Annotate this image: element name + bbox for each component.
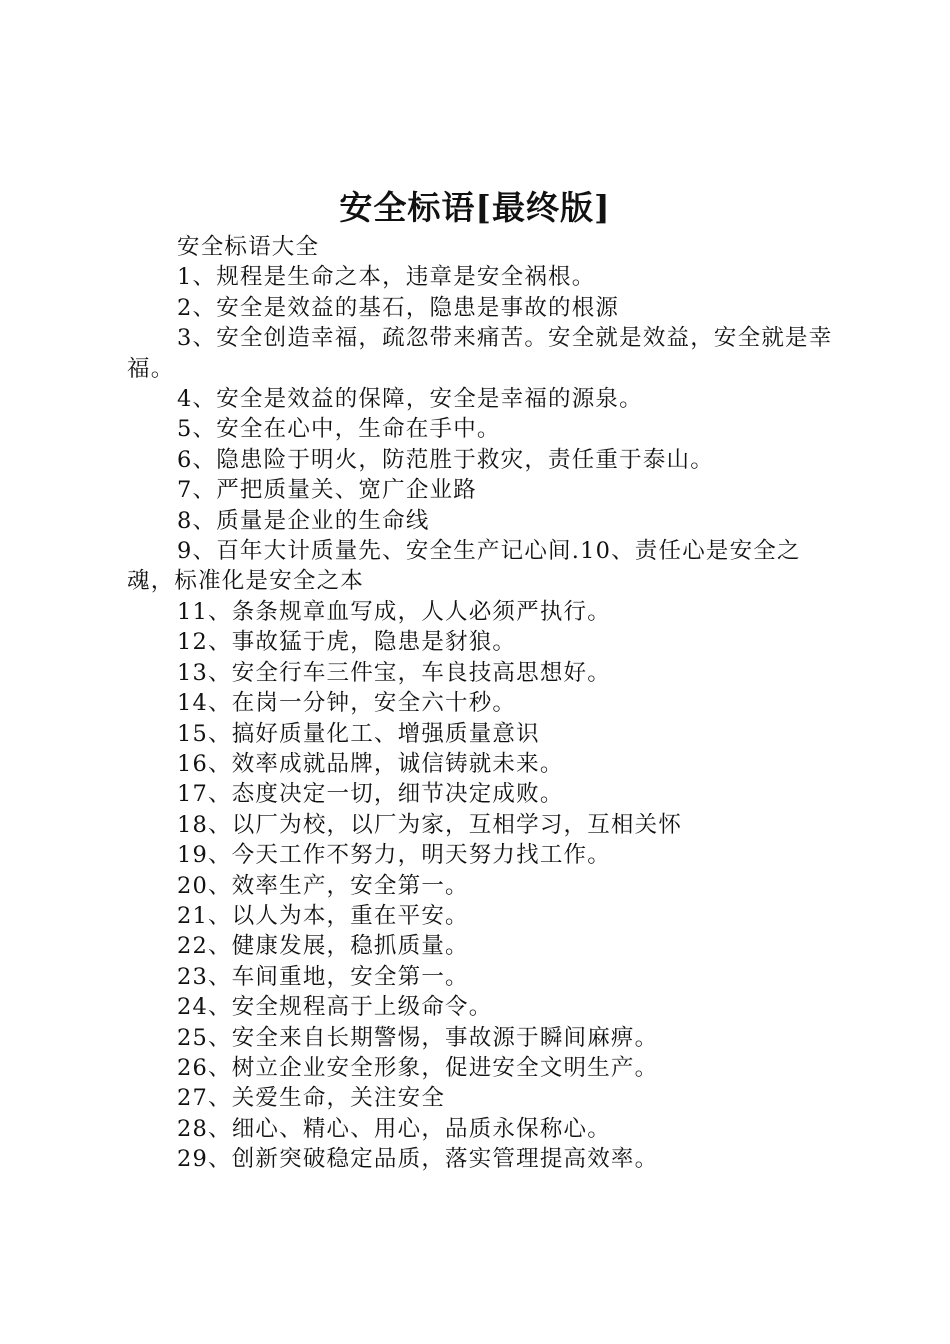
paragraph: 安全标语大全 [177, 234, 320, 260]
paragraph: 13、安全行车三件宝，车良技高思想好。 [177, 659, 611, 686]
paragraph: 16、效率成就品牌，诚信铸就未来。 [177, 750, 564, 777]
paragraph: 9、百年大计质量先、安全生产记心间.10、责任心是安全之魂，标准化是安全之本 [127, 538, 801, 595]
paragraph: 11、条条规章血写成，人人必须严执行。 [177, 598, 611, 625]
paragraph: 19、今天工作不努力，明天努力找工作。 [177, 842, 611, 869]
document-body [127, 232, 833, 1175]
paragraph: 27、关爱生命，关注安全 [177, 1085, 446, 1112]
paragraph: 3、安全创造幸福，疏忽带来痛苦。安全就是效益，安全就是幸福。 [127, 325, 833, 382]
paragraph: 25、安全来自长期警惕，事故源于瞬间麻痹。 [177, 1024, 659, 1051]
paragraph: 21、以人为本，重在平安。 [177, 902, 469, 929]
paragraph: 12、事故猛于虎，隐患是豺狼。 [177, 629, 517, 656]
paragraph: 20、效率生产，安全第一。 [177, 872, 469, 899]
paragraph: 24、安全规程高于上级命令。 [177, 994, 493, 1021]
paragraph: 5、安全在心中，生命在手中。 [177, 416, 501, 443]
paragraph: 1、规程是生命之本，违章是安全祸根。 [177, 264, 596, 291]
paragraph: 15、搞好质量化工、增强质量意识 [177, 720, 540, 747]
paragraph: 23、车间重地，安全第一。 [177, 963, 469, 990]
paragraph: 8、质量是企业的生命线 [177, 507, 430, 534]
paragraph: 4、安全是效益的保障，安全是幸福的源泉。 [177, 386, 643, 413]
paragraph: 17、态度决定一切，细节决定成败。 [177, 781, 564, 808]
paragraph: 28、细心、精心、用心，品质永保称心。 [177, 1115, 611, 1142]
paragraph: 6、隐患险于明火，防范胜于救灾，责任重于泰山。 [177, 446, 714, 473]
paragraph: 22、健康发展，稳抓质量。 [177, 933, 469, 960]
paragraph: 18、以厂为校，以厂为家，互相学习，互相关怀 [177, 811, 683, 838]
paragraph: 7、严把质量关、宽广企业路 [177, 477, 477, 504]
paragraph: 29、创新突破稳定品质，落实管理提高效率。 [177, 1146, 659, 1173]
document-title: 安全标语[最终版] [339, 188, 611, 227]
paragraph: 14、在岗一分钟，安全六十秒。 [177, 690, 517, 717]
paragraph: 26、树立企业安全形象，促进安全文明生产。 [177, 1054, 659, 1081]
paragraph: 2、安全是效益的基石，隐患是事故的根源 [177, 294, 620, 321]
